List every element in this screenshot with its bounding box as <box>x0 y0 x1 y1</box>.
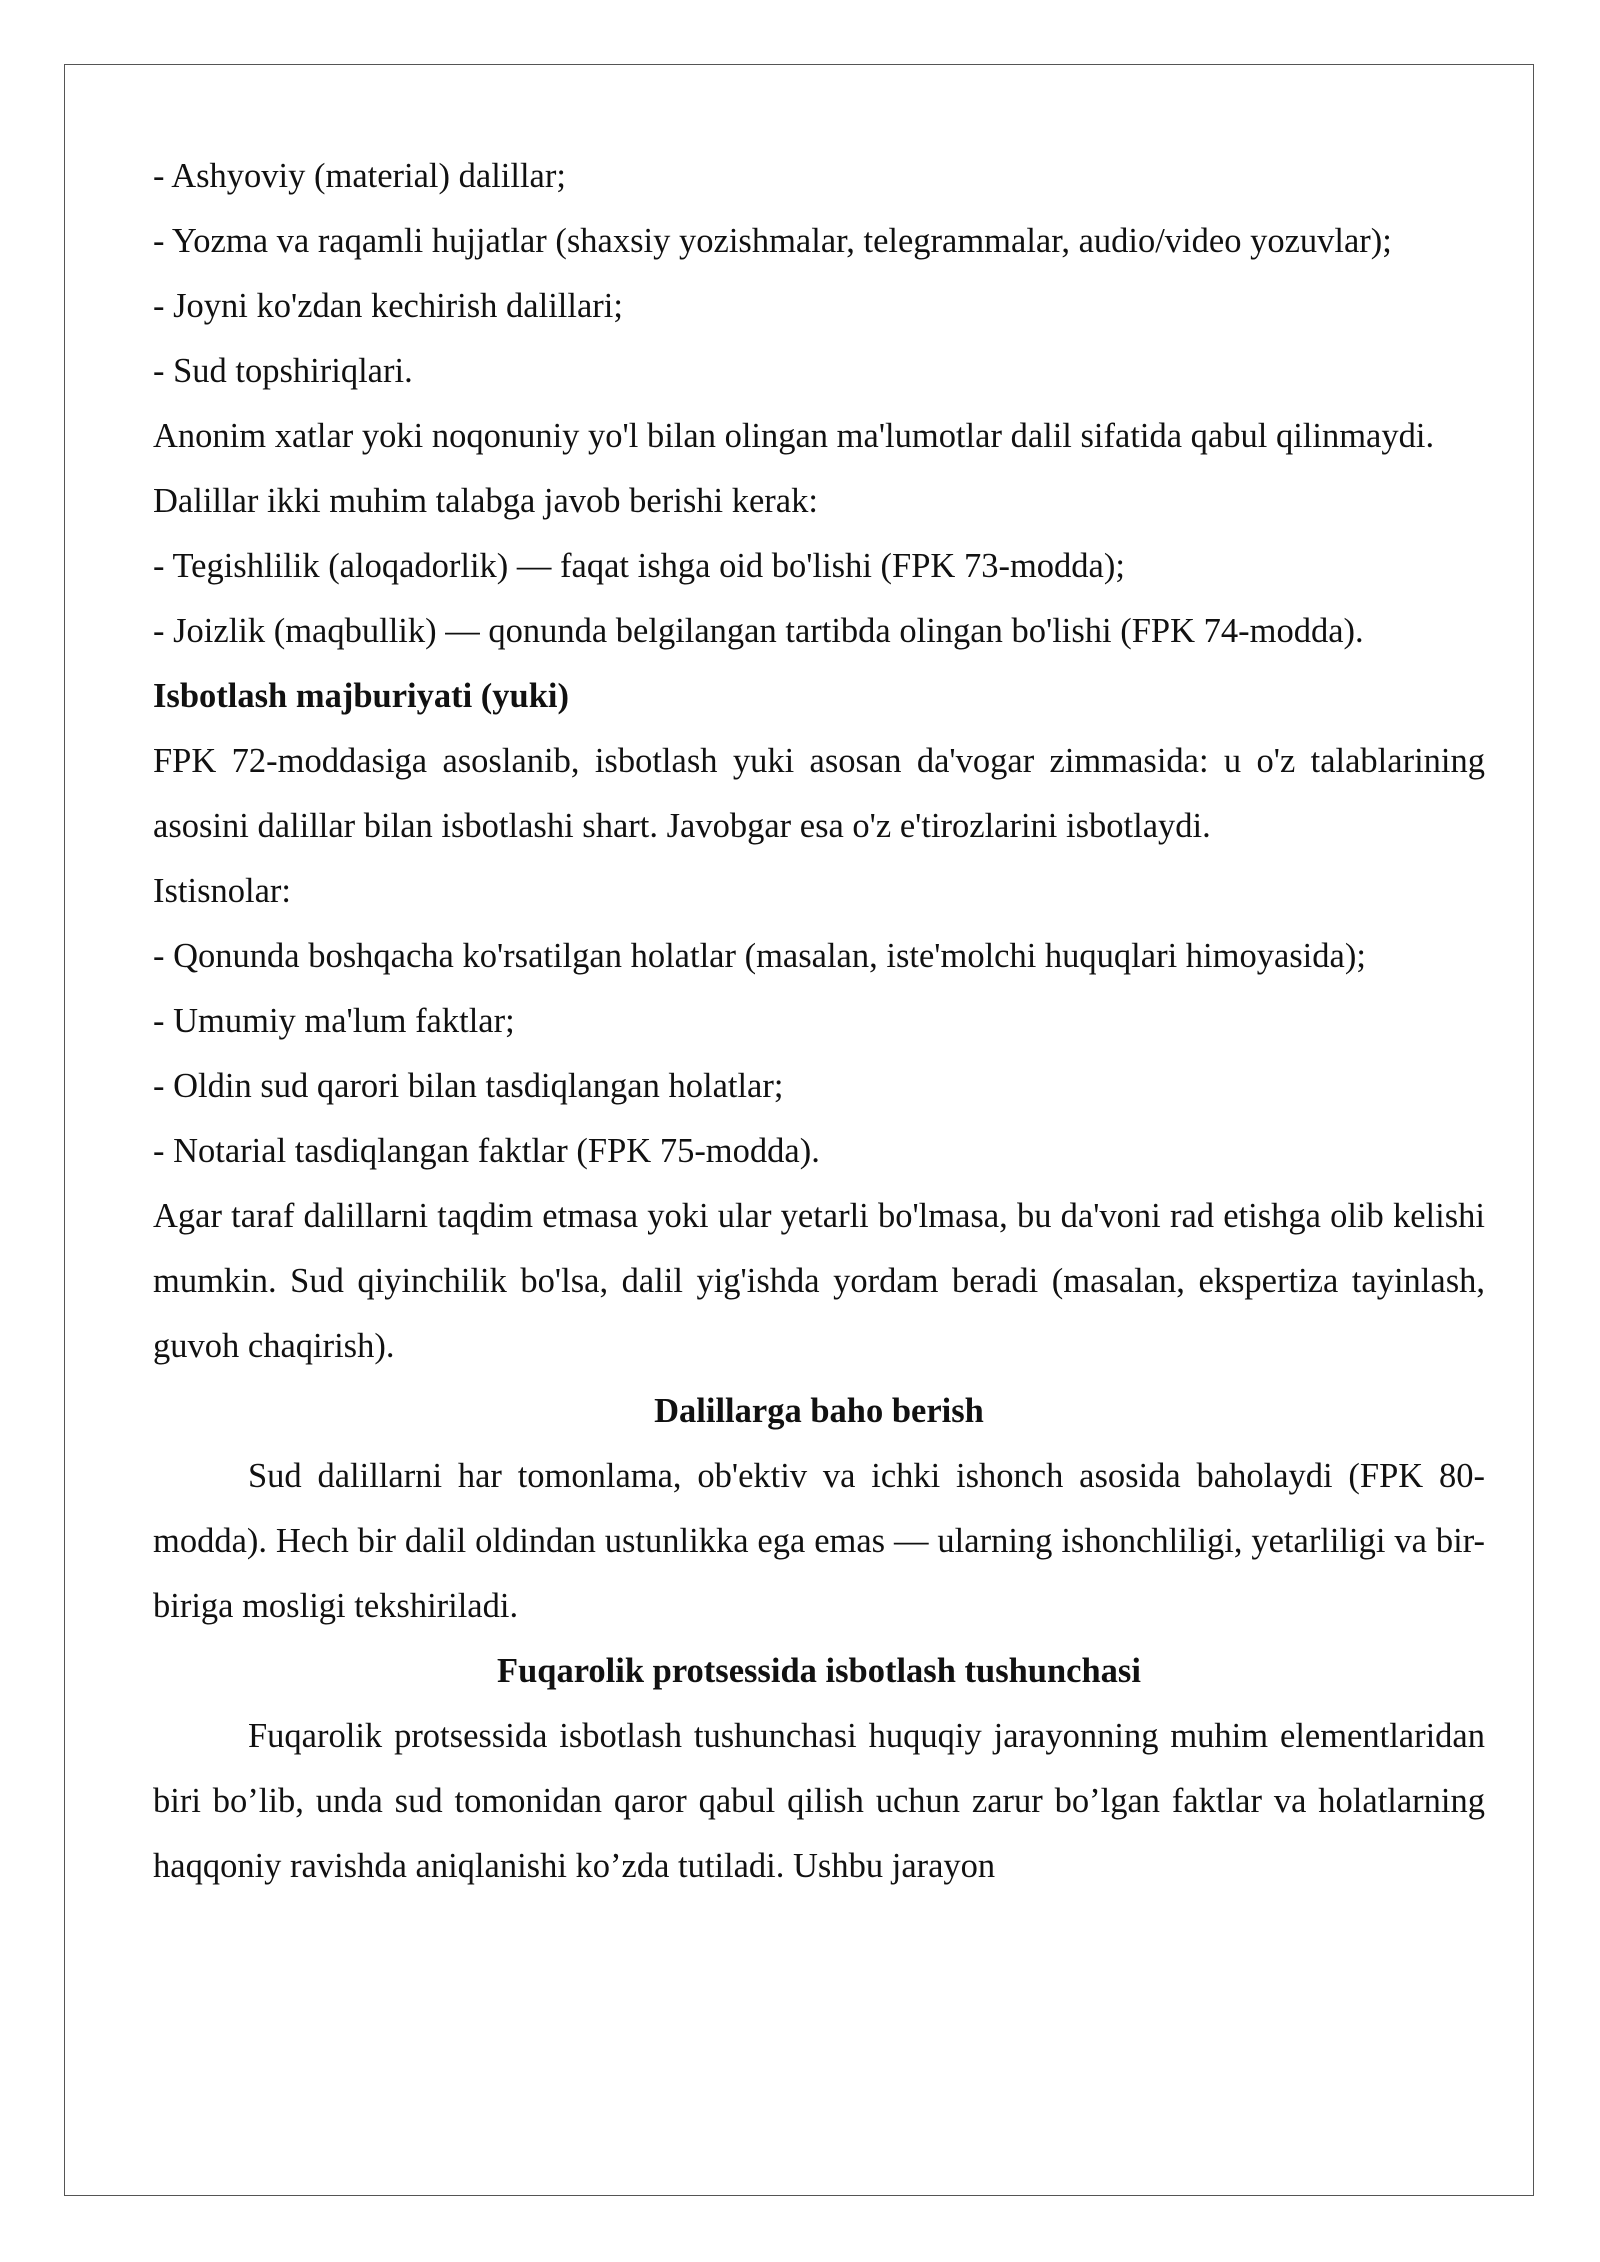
requirement-item: - Tegishlilik (aloqadorlik) — faqat ishga oid bo'lishi (FPK 73-modda); <box>153 547 1125 585</box>
requirement-item: - Joizlik (maqbullik) — qonunda belgilangan tartibda olingan bo'lishi (FPK 74-modda). <box>153 612 1364 650</box>
paragraph-requirements-intro: Dalillar ikki muhim talabga javob berishi kerak: <box>153 482 818 520</box>
list-item: - Sud topshiriqlari. <box>153 352 413 390</box>
exception-item: - Qonunda boshqacha ko'rsatilgan holatlar (masalan, iste'molchi huquqlari himoyasida); <box>153 937 1366 975</box>
list-item: - Yozma va raqamli hujjatlar (shaxsiy yozishmalar, telegrammalar, audio/video yozuvlar); <box>153 222 1392 260</box>
list-item: - Joyni ko'zdan kechirish dalillari; <box>153 287 623 325</box>
paragraph-burden-of-proof: FPK 72-moddasiga asoslanib, isbotlash yuki asosan da'vogar zimmasida: u o'z talablarining asosini dalillar bilan isbotlashi shart. Javobgar esa o'z e'tirozlarini isbotlaydi. <box>153 742 1485 845</box>
heading-evaluation: Dalillarga baho berish <box>654 1392 984 1430</box>
document-body <box>153 144 1485 1899</box>
exception-item: - Notarial tasdiqlangan faktlar (FPK 75-modda). <box>153 1132 820 1170</box>
paragraph-anonymous-evidence: Anonim xatlar yoki noqonuniy yo'l bilan olingan ma'lumotlar dalil sifatida qabul qilinmaydi. <box>153 417 1435 455</box>
list-item: - Ashyoviy (material) dalillar; <box>153 157 566 195</box>
exception-item: - Oldin sud qarori bilan tasdiqlangan holatlar; <box>153 1067 784 1105</box>
paragraph-proof-concept: Fuqarolik protsessida isbotlash tushunchasi huquqiy jarayonning muhim elementlaridan biri bo’lib, unda sud tomonidan qaror qabul qilish uchun zarur bo’lgan faktlar va holatlarning haqqoniy ravishda aniqlanishi ko’zda tutiladi. Ushbu jarayon <box>153 1717 1485 1885</box>
heading-proof-concept: Fuqarolik protsessida isbotlash tushunchasi <box>497 1652 1141 1690</box>
exception-item: - Umumiy ma'lum faktlar; <box>153 1002 515 1040</box>
exceptions-label: Istisnolar: <box>153 872 291 910</box>
paragraph-failure-to-prove: Agar taraf dalillarni taqdim etmasa yoki ular yetarli bo'lmasa, bu da'voni rad etishga olib kelishi mumkin. Sud qiyinchilik bo'lsa, dalil yig'ishda yordam beradi (masalan, ekspertiza tayinlash, guvoh chaqirish). <box>153 1197 1485 1365</box>
heading-burden-of-proof: Isbotlash majburiyati (yuki) <box>153 677 569 715</box>
paragraph-evaluation: Sud dalillarni har tomonlama, ob'ektiv va ichki ishonch asosida baholaydi (FPK 80-modda). Hech bir dalil oldindan ustunlikka ega emas — ularning ishonchliligi, yetarliligi va bir-biriga mosligi tekshiriladi. <box>153 1457 1485 1625</box>
